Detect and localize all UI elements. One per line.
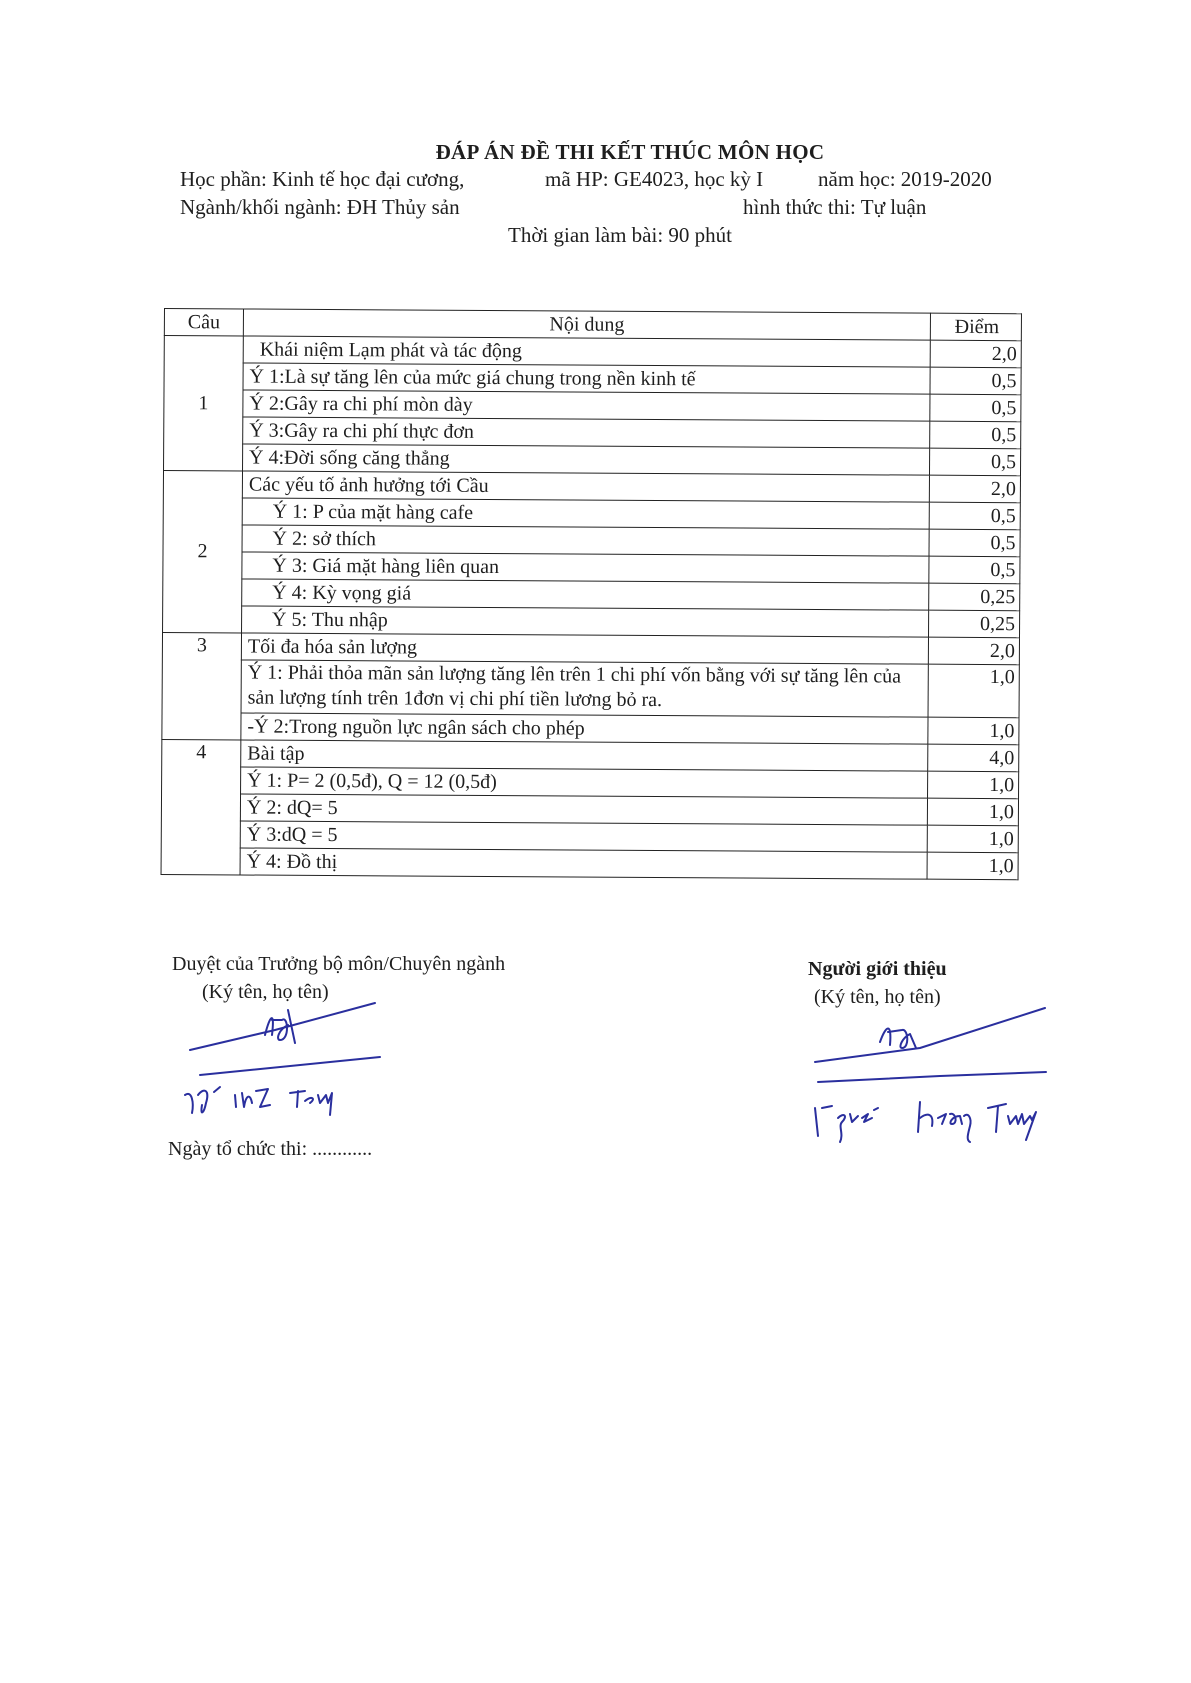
row-content: Ý 5: Thu nhập [242, 606, 929, 637]
row-content: Ý 2: dQ= 5 [240, 794, 927, 825]
header-score: Điểm [930, 313, 1021, 341]
presenter-signature-image [810, 1000, 1090, 1150]
question-number: 3 [162, 632, 242, 739]
approver-note: (Ký tên, họ tên) [202, 981, 329, 1003]
row-content: -Ý 2:Trong nguồn lực ngân sách cho phép [241, 713, 928, 744]
row-score: 0,5 [930, 394, 1021, 422]
presenter-note: (Ký tên, họ tên) [813, 986, 941, 1008]
course-name: Học phần: Kinh tế học đại cương, [180, 167, 465, 191]
exam-format: hình thức thi: Tự luận [743, 195, 927, 219]
row-content: Ý 2: sở thích [242, 525, 929, 556]
approver-title: Duyệt của Trưởng bộ môn/Chuyên ngành [172, 953, 506, 975]
row-content: Ý 3:Gây ra chi phí thực đơn [243, 417, 930, 448]
row-score: 0,5 [930, 421, 1021, 449]
document-title: ĐÁP ÁN ĐỀ THI KẾT THÚC MÔN HỌC [435, 140, 825, 164]
row-content: Tối đa hóa sản lượng [241, 633, 928, 664]
document-header [180, 140, 1040, 249]
row-content: Ý 1: Phải thỏa mãn sản lượng tăng lên trên 1 chi phí vốn bằng với sự tăng lên của sản lượng tính trên 1đơn vị chi phí tiền lương bỏ ra. [241, 660, 928, 717]
header-question: Câu [164, 309, 243, 336]
table-row [162, 659, 1019, 717]
major-name: Ngành/khối ngành: ĐH Thủy sản [180, 195, 460, 219]
question-number: 4 [161, 739, 241, 874]
row-score: 2,0 [929, 475, 1020, 503]
course-info-line [180, 165, 1040, 193]
row-score: 2,0 [930, 340, 1021, 368]
row-score: 1,0 [927, 825, 1018, 853]
row-content: Ý 4: Đồ thị [240, 848, 927, 879]
row-content: Ý 3: Giá mặt hàng liên quan [242, 552, 929, 583]
row-score: 2,0 [928, 637, 1019, 665]
row-score: 1,0 [928, 771, 1019, 799]
row-score: 1,0 [927, 798, 1018, 826]
question-number: 1 [164, 336, 244, 471]
row-content: Ý 4: Kỳ vọng giá [242, 579, 929, 610]
row-score: 0,25 [929, 610, 1020, 638]
row-content: Ý 4:Đời sống căng thẳng [243, 444, 930, 475]
row-score: 0,5 [929, 529, 1020, 557]
major-info-line [180, 193, 1040, 221]
row-content: Ý 3:dQ = 5 [240, 821, 927, 852]
academic-year: năm học: 2019-2020 [818, 167, 992, 191]
row-content: Bài tập [241, 740, 928, 771]
row-score: 1,0 [928, 717, 1019, 745]
table-row [161, 847, 1018, 879]
header-content: Nội dung [243, 309, 930, 340]
exam-date: Ngày tổ chức thi: ............ [168, 1138, 373, 1160]
row-content: Ý 1: P= 2 (0,5đ), Q = 12 (0,5đ) [241, 767, 928, 798]
row-content: Khái niệm Lạm phát và tác động [243, 336, 930, 367]
row-score: 4,0 [928, 744, 1019, 772]
answer-key-table [161, 308, 1022, 880]
course-code: mã HP: GE4023, học kỳ I [545, 167, 764, 191]
row-score: 0,25 [929, 583, 1020, 611]
row-content: Ý 1:Là sự tăng lên của mức giá chung trong nền kinh tế [243, 363, 930, 394]
row-content: Ý 1: P của mặt hàng cafe [242, 498, 929, 529]
row-score: 0,5 [929, 556, 1020, 584]
presenter-title: Người giới thiệu [808, 958, 947, 980]
row-content: Ý 2:Gây ra chi phí mòn dày [243, 390, 930, 421]
approver-signature-image [180, 995, 410, 1125]
row-score: 0,5 [929, 502, 1020, 530]
row-score: 0,5 [930, 367, 1021, 395]
row-score: 1,0 [928, 664, 1019, 718]
question-number: 2 [163, 471, 243, 633]
row-score: 1,0 [927, 852, 1018, 880]
row-content: Các yếu tố ảnh hưởng tới Cầu [242, 471, 929, 502]
row-score: 0,5 [929, 448, 1020, 476]
exam-duration: Thời gian làm bài: 90 phút [508, 223, 732, 247]
